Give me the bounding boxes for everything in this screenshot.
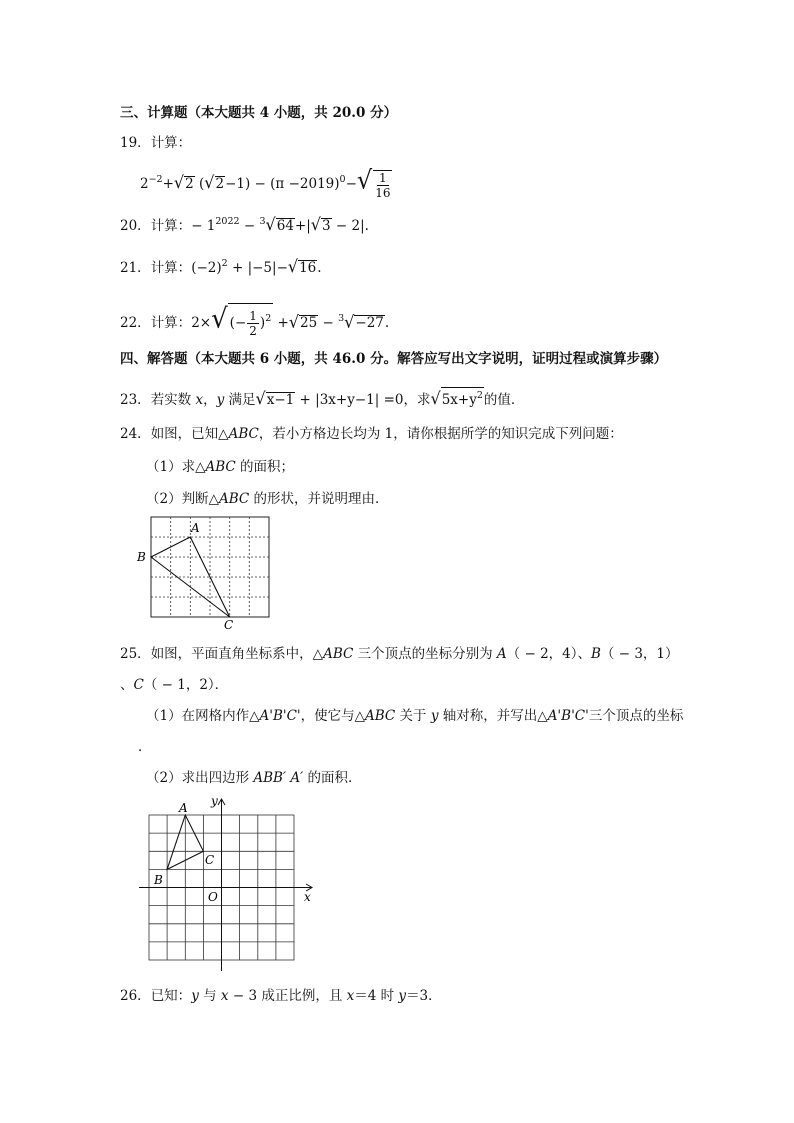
q22-fraction: [247, 309, 259, 338]
q26-text-1: 已知：: [150, 988, 192, 1004]
q20-radicand-1: 64: [276, 218, 294, 234]
q25-part-1: [146, 706, 683, 726]
q23-text-2: 满足: [224, 392, 256, 408]
q26-var-x-2: x: [346, 988, 355, 1004]
q19-radicand-1: 2: [185, 176, 194, 192]
q25-p2-b: ABB′ A′: [253, 770, 304, 786]
q21-period: .: [317, 260, 322, 276]
q19-numerator: 1: [379, 170, 387, 185]
sqrt-icon: √: [211, 303, 228, 335]
q22-radicand-1: [228, 303, 274, 338]
q22-coef: 2×: [191, 315, 212, 331]
q26-number: 26．: [120, 988, 151, 1004]
q20-cube-index: 3: [259, 216, 266, 227]
q20-term-1: − 1: [191, 218, 216, 234]
q25-p2-c: 的面积．: [303, 770, 362, 786]
q20-prompt: [120, 212, 369, 236]
q21-number: 21．: [120, 260, 151, 276]
sqrt-icon: √: [288, 311, 300, 332]
q19-plus: +: [162, 176, 174, 192]
q25-point-b: B: [591, 646, 601, 662]
q20-exponent: 2022: [215, 216, 240, 227]
q19-base: 2: [140, 176, 149, 192]
q22-paren-close: ): [259, 315, 266, 331]
q25-p1-d: ABC: [365, 708, 396, 724]
q23-text-1: 若实数: [150, 392, 196, 408]
q26-text-3: − 3 成正比例，且: [228, 988, 347, 1004]
sqrt-icon: √: [356, 165, 373, 195]
q23-text-3: + |3x+y−1| =0，求: [295, 392, 431, 408]
q24-label-a: A: [191, 521, 200, 535]
q22-numerator: 1: [249, 309, 257, 323]
q25-coord-a: （ − 2，4）、: [506, 646, 591, 662]
q22-prompt: [120, 303, 389, 338]
q24-p1-c: 的面积；: [235, 459, 295, 475]
q19-number: 19．: [120, 135, 151, 151]
q26-text-5: ＝3．: [406, 988, 442, 1004]
q24-p2-a: （2）判断△: [146, 491, 219, 507]
q23-text-4: 的值．: [483, 392, 525, 408]
q23-radicand-base: 5x+y: [441, 392, 477, 408]
q21-radicand: 16: [299, 260, 317, 276]
q19-radicand-2: 2: [215, 176, 225, 192]
q24-label-c: C: [224, 618, 234, 632]
q24-number: 24．: [120, 426, 151, 442]
q25-prompt-line-1: [120, 644, 679, 664]
q25-coordinate-figure: [134, 793, 324, 975]
q26-var-x: x: [220, 988, 229, 1004]
q19-expression: [140, 165, 393, 200]
q22-period: .: [384, 315, 390, 331]
q25-part-1-tail: ．: [138, 739, 152, 755]
q20-lead: 计算：: [150, 218, 192, 234]
q23-radicand-exp: 2: [476, 390, 483, 401]
q22-denominator: 2: [249, 324, 257, 338]
q25-p1-b: A'B'C': [259, 708, 301, 724]
q25-label-b: B: [154, 873, 163, 887]
q20-abs-open: +|: [294, 218, 311, 234]
q25-label-x-axis: x: [304, 890, 311, 904]
section-3-title: 三、计算题（本大题共 4 小题，共 20.0 分）: [120, 105, 398, 121]
q25-label-c: C: [205, 853, 215, 867]
q25-part-2: [146, 768, 361, 788]
q20-minus: −: [239, 218, 260, 234]
q26-text-2: 与: [198, 988, 221, 1004]
q24-p1-b: ABC: [205, 459, 236, 475]
q19-denominator: 16: [375, 185, 391, 200]
q22-cube-index: 3: [338, 313, 345, 324]
q25-sep: 、: [120, 677, 134, 693]
q25-coord-c: （ − 1，2）．: [143, 677, 229, 693]
q25-label-y-axis: y: [211, 794, 218, 808]
q25-prompt-line-2: [120, 675, 228, 695]
q24-prompt: [120, 424, 623, 444]
q24-p2-b: ABC: [218, 491, 250, 507]
q21-lead: 计算：: [150, 260, 192, 276]
q21-prompt: [120, 254, 322, 278]
q25-coord-b: （ − 3，1）: [600, 646, 679, 662]
q23-comma: ，: [203, 392, 217, 408]
q20-radicand-2: 3: [322, 218, 331, 234]
sqrt-icon: √: [430, 388, 441, 409]
q23-prompt: [120, 387, 524, 410]
q25-text-1: 如图，平面直角坐标系中，△: [150, 646, 324, 662]
q25-axes: [139, 799, 312, 971]
q19-middle: −1) − (π −2019): [225, 176, 340, 192]
q25-point-a: A: [496, 646, 507, 662]
q22-radicand-2: 25: [300, 315, 318, 331]
q19-paren: (: [199, 176, 205, 192]
q23-var-y: y: [216, 392, 225, 408]
q24-p1-a: （1）求△: [146, 459, 206, 475]
q23-var-x: x: [195, 392, 204, 408]
q25-triangle-name: ABC: [323, 646, 354, 662]
q25-p1-e: 关于: [395, 708, 431, 724]
q21-exponent: 2: [221, 258, 228, 269]
q22-minus: −: [318, 315, 339, 331]
q25-p1-h: A'B'C': [547, 708, 589, 724]
q23-number: 23．: [120, 392, 151, 408]
q20-tail: − 2|.: [331, 218, 369, 234]
q24-grid-figure: [134, 512, 276, 632]
q26-var-y: y: [191, 988, 199, 1004]
q25-label-origin: O: [208, 890, 218, 904]
q25-p1-i: 三个顶点的坐标: [588, 708, 684, 724]
q19-zero-exponent: 0: [339, 174, 346, 185]
q26-prompt: [120, 986, 442, 1006]
sqrt-icon: √: [287, 256, 299, 277]
q25-text-2: 三个顶点的坐标分别为: [353, 646, 497, 662]
q25-p1-f: y: [430, 708, 439, 724]
q22-radicand-3: −27: [355, 315, 384, 331]
q25-number: 25．: [120, 646, 151, 662]
q23-radicand-2: [441, 387, 484, 408]
q24-text-1: 如图，已知△: [150, 426, 229, 442]
q22-lead: 计算：: [150, 315, 192, 331]
sqrt-icon: √: [344, 311, 355, 332]
q25-p1-c: ，使它与△: [300, 708, 366, 724]
sqrt-icon: √: [204, 172, 215, 193]
q22-number: 22．: [120, 315, 151, 331]
sqrt-icon: √: [310, 214, 321, 235]
q21-middle: + |−5|−: [227, 260, 288, 276]
q26-text-4: ＝4 时: [354, 988, 399, 1004]
q24-p2-c: 的形状，并说明理由．: [249, 491, 389, 507]
q25-p1-a: （1）在网格内作△: [146, 708, 260, 724]
q22-paren-open: (−: [229, 315, 247, 331]
q19-lead: 计算：: [150, 135, 192, 151]
q21-term-1: (−2): [191, 260, 222, 276]
q24-label-b: B: [137, 550, 146, 564]
section-4-title: 四、解答题（本大题共 6 小题，共 46.0 分。解答应写出文字说明，证明过程或演算步骤）: [120, 351, 668, 367]
q19-prompt: [120, 133, 191, 153]
q19-minus: −: [345, 176, 357, 192]
q25-p1-g: 轴对称，并写出△: [438, 708, 548, 724]
q19-fraction: [373, 170, 392, 200]
q24-part-2: [146, 489, 389, 509]
q23-radicand-1: x−1: [266, 392, 295, 408]
sqrt-icon: √: [173, 172, 185, 193]
q25-point-c: C: [133, 677, 144, 693]
sqrt-icon: √: [255, 388, 266, 409]
q22-exponent: 2: [265, 313, 272, 324]
q26-var-y-2: y: [398, 988, 407, 1004]
q24-part-1: [146, 457, 294, 477]
q24-triangle-name: ABC: [228, 426, 259, 442]
q20-number: 20．: [120, 218, 151, 234]
q19-exponent: −2: [148, 174, 163, 185]
sqrt-icon: √: [265, 214, 276, 235]
q24-text-2: ，若小方格边长均为 1，请你根据所学的知识完成下列问题：: [258, 426, 623, 442]
q25-label-a: A: [179, 801, 188, 815]
q22-plus: +: [273, 315, 289, 331]
q25-p2-a: （2）求出四边形: [146, 770, 254, 786]
